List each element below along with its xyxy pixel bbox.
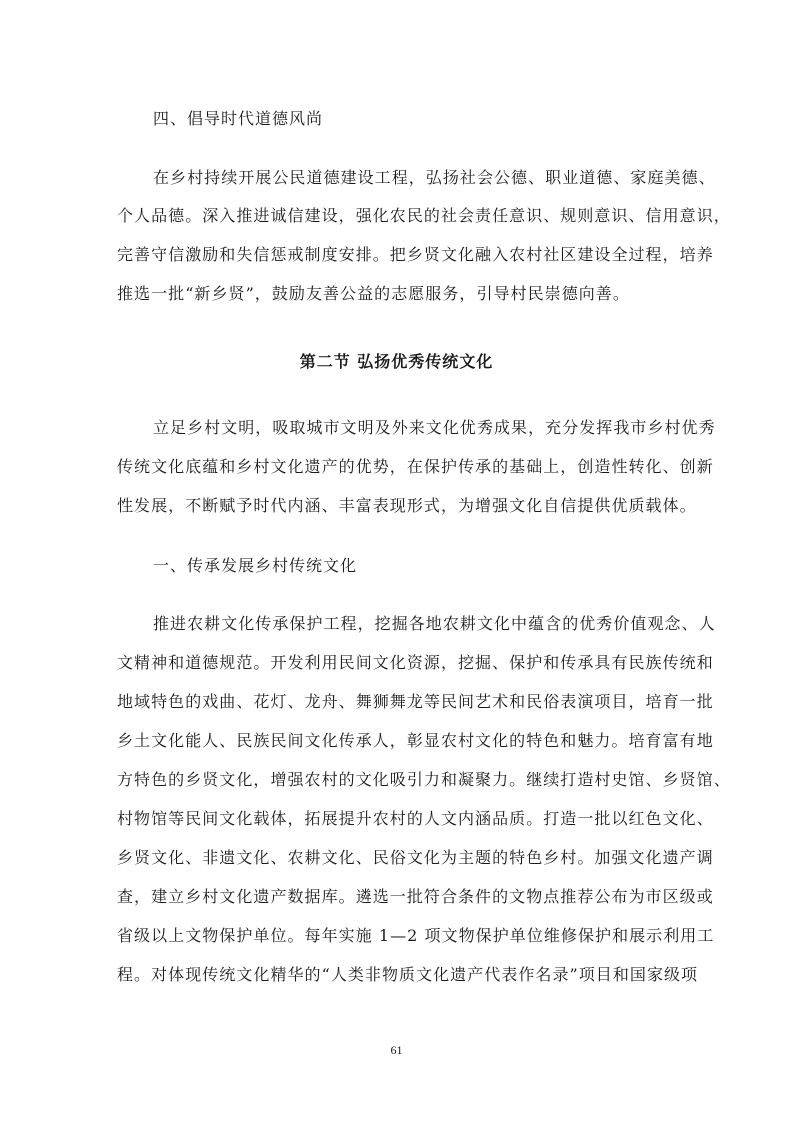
section-title: 第二节 弘扬优秀传统文化 [299, 352, 494, 371]
paragraph-line: 立足乡村文明，吸取城市文明及外来文化优秀成果，充分发挥我市乡村优秀 [153, 418, 716, 437]
paragraph-line: 传统文化底蕴和乡村文化遗产的优势，在保护传承的基础上，创造性转化、创新 [117, 457, 714, 476]
paragraph-line: 在乡村持续开展公民道德建设工程，弘扬社会公德、职业道德、家庭美德、 [153, 168, 716, 187]
paragraph-line: 省级以上文物保护单位。每年实施 1—2 项文物保护单位维修保护和展示利用工 [117, 926, 715, 945]
subheading-morality: 四、倡导时代道德风尚 [153, 109, 324, 128]
paragraph-line: 方特色的乡贤文化，增强农村的文化吸引力和凝聚力。继续打造村史馆、乡贤馆、 [117, 770, 731, 789]
paragraph-line: 性发展，不断赋予时代内涵、丰富表现形式，为增强文化自信提供优质载体。 [117, 496, 697, 515]
page-number: 61 [390, 1043, 403, 1057]
paragraph-line: 推选一批“新乡贤”，鼓励友善公益的志愿服务，引导村民崇德向善。 [117, 284, 630, 303]
paragraph-line: 推进农耕文化传承保护工程，挖掘各地农耕文化中蕴含的优秀价值观念、人 [153, 614, 716, 633]
paragraph-line: 个人品德。深入推进诚信建设，强化农民的社会责任意识、规则意识、信用意识， [117, 206, 731, 225]
paragraph-line: 乡土文化能人、民族民间文化传承人，彰显农村文化的特色和魅力。培育富有地 [117, 731, 714, 750]
paragraph-line: 完善守信激励和失信惩戒制度安排。把乡贤文化融入农村社区建设全过程，培养 [117, 245, 714, 264]
paragraph-line: 程。对体现传统文化精华的“人类非物质文化遗产代表作名录”项目和国家级项 [117, 965, 699, 984]
paragraph-line: 文精神和道德规范。开发利用民间文化资源，挖掘、保护和传承具有民族传统和 [117, 653, 714, 672]
paragraph-line: 村物馆等民间文化载体，拓展提升农村的人文内涵品质。打造一批以红色文化、 [117, 809, 714, 828]
paragraph-line: 查，建立乡村文化遗产数据库。遴选一批符合条件的文物点推荐公布为市区级或 [117, 887, 714, 906]
paragraph-line: 乡贤文化、非遗文化、农耕文化、民俗文化为主题的特色乡村。加强文化遗产调 [117, 848, 714, 867]
paragraph-line: 地域特色的戏曲、花灯、龙舟、舞狮舞龙等民间艺术和民俗表演项目，培育一批 [117, 692, 714, 711]
subheading-tradition: 一、传承发展乡村传统文化 [153, 556, 358, 575]
